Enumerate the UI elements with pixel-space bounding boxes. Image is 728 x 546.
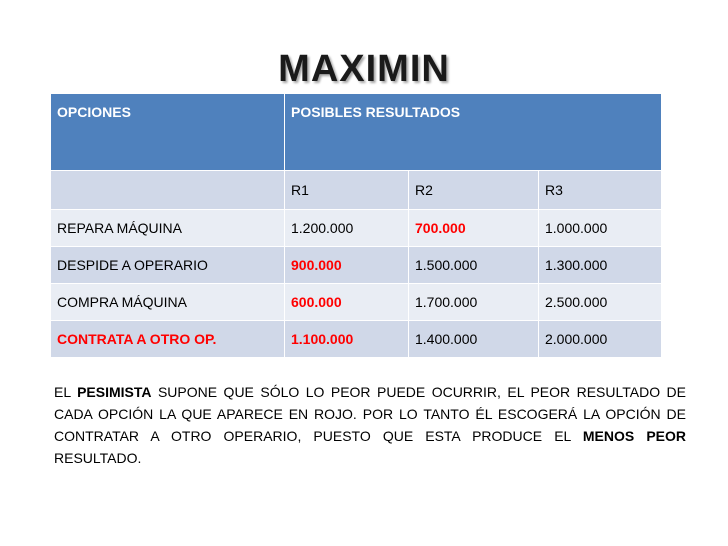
results-table (50, 93, 662, 358)
header-options: OPCIONES (51, 94, 285, 171)
worst-value-cell: 600.000 (285, 284, 409, 321)
subheader-r1: R1 (285, 171, 409, 210)
subheader-r3: R3 (539, 171, 662, 210)
header-possible-results: POSIBLES RESULTADOS (285, 94, 662, 171)
explanation-paragraph (54, 381, 686, 469)
explanation-text: EL (54, 384, 78, 400)
value-cell: 2.500.000 (539, 284, 662, 321)
value-cell: 2.000.000 (539, 321, 662, 358)
option-cell: REPARA MÁQUINA (51, 210, 285, 247)
value-cell: 1.700.000 (409, 284, 539, 321)
value-cell: 1.300.000 (539, 247, 662, 284)
value-cell: 1.500.000 (409, 247, 539, 284)
value-cell: 1.400.000 (409, 321, 539, 358)
table-header-row (51, 94, 662, 171)
option-cell: DESPIDE A OPERARIO (51, 247, 285, 284)
table-row (51, 284, 662, 321)
chosen-option-cell: CONTRATA A OTRO OP. (51, 321, 285, 358)
table-subheader-row (51, 171, 662, 210)
worst-value-cell: 1.100.000 (285, 321, 409, 358)
table-row (51, 247, 662, 284)
worst-value-cell: 700.000 (409, 210, 539, 247)
subheader-r2: R2 (409, 171, 539, 210)
option-cell: COMPRA MÁQUINA (51, 284, 285, 321)
pesimista-keyword: PESIMISTA (77, 384, 152, 400)
table-row (51, 210, 662, 247)
menos-peor-keyword: MENOS PEOR (582, 428, 686, 444)
worst-value-cell: 900.000 (285, 247, 409, 284)
value-cell: 1.200.000 (285, 210, 409, 247)
table-row (51, 321, 662, 358)
explanation-text: SUPONE QUE SÓLO LO PEOR PUEDE OCURRIR, EL PEOR RESULTADO DE CADA OPCIÓN LA QUE APARECE EN ROJO. POR LO TANTO ÉL ESCOGERÁ LA OPCIÓN DE CONTRATAR A OTRO OPERARIO, PUESTO QUE ESTA PRODUCE EL (54, 384, 686, 444)
subheader-empty (51, 171, 285, 210)
value-cell: 1.000.000 (539, 210, 662, 247)
page-title: MAXIMIN (278, 48, 450, 90)
explanation-text: RESULTADO. (54, 450, 142, 466)
